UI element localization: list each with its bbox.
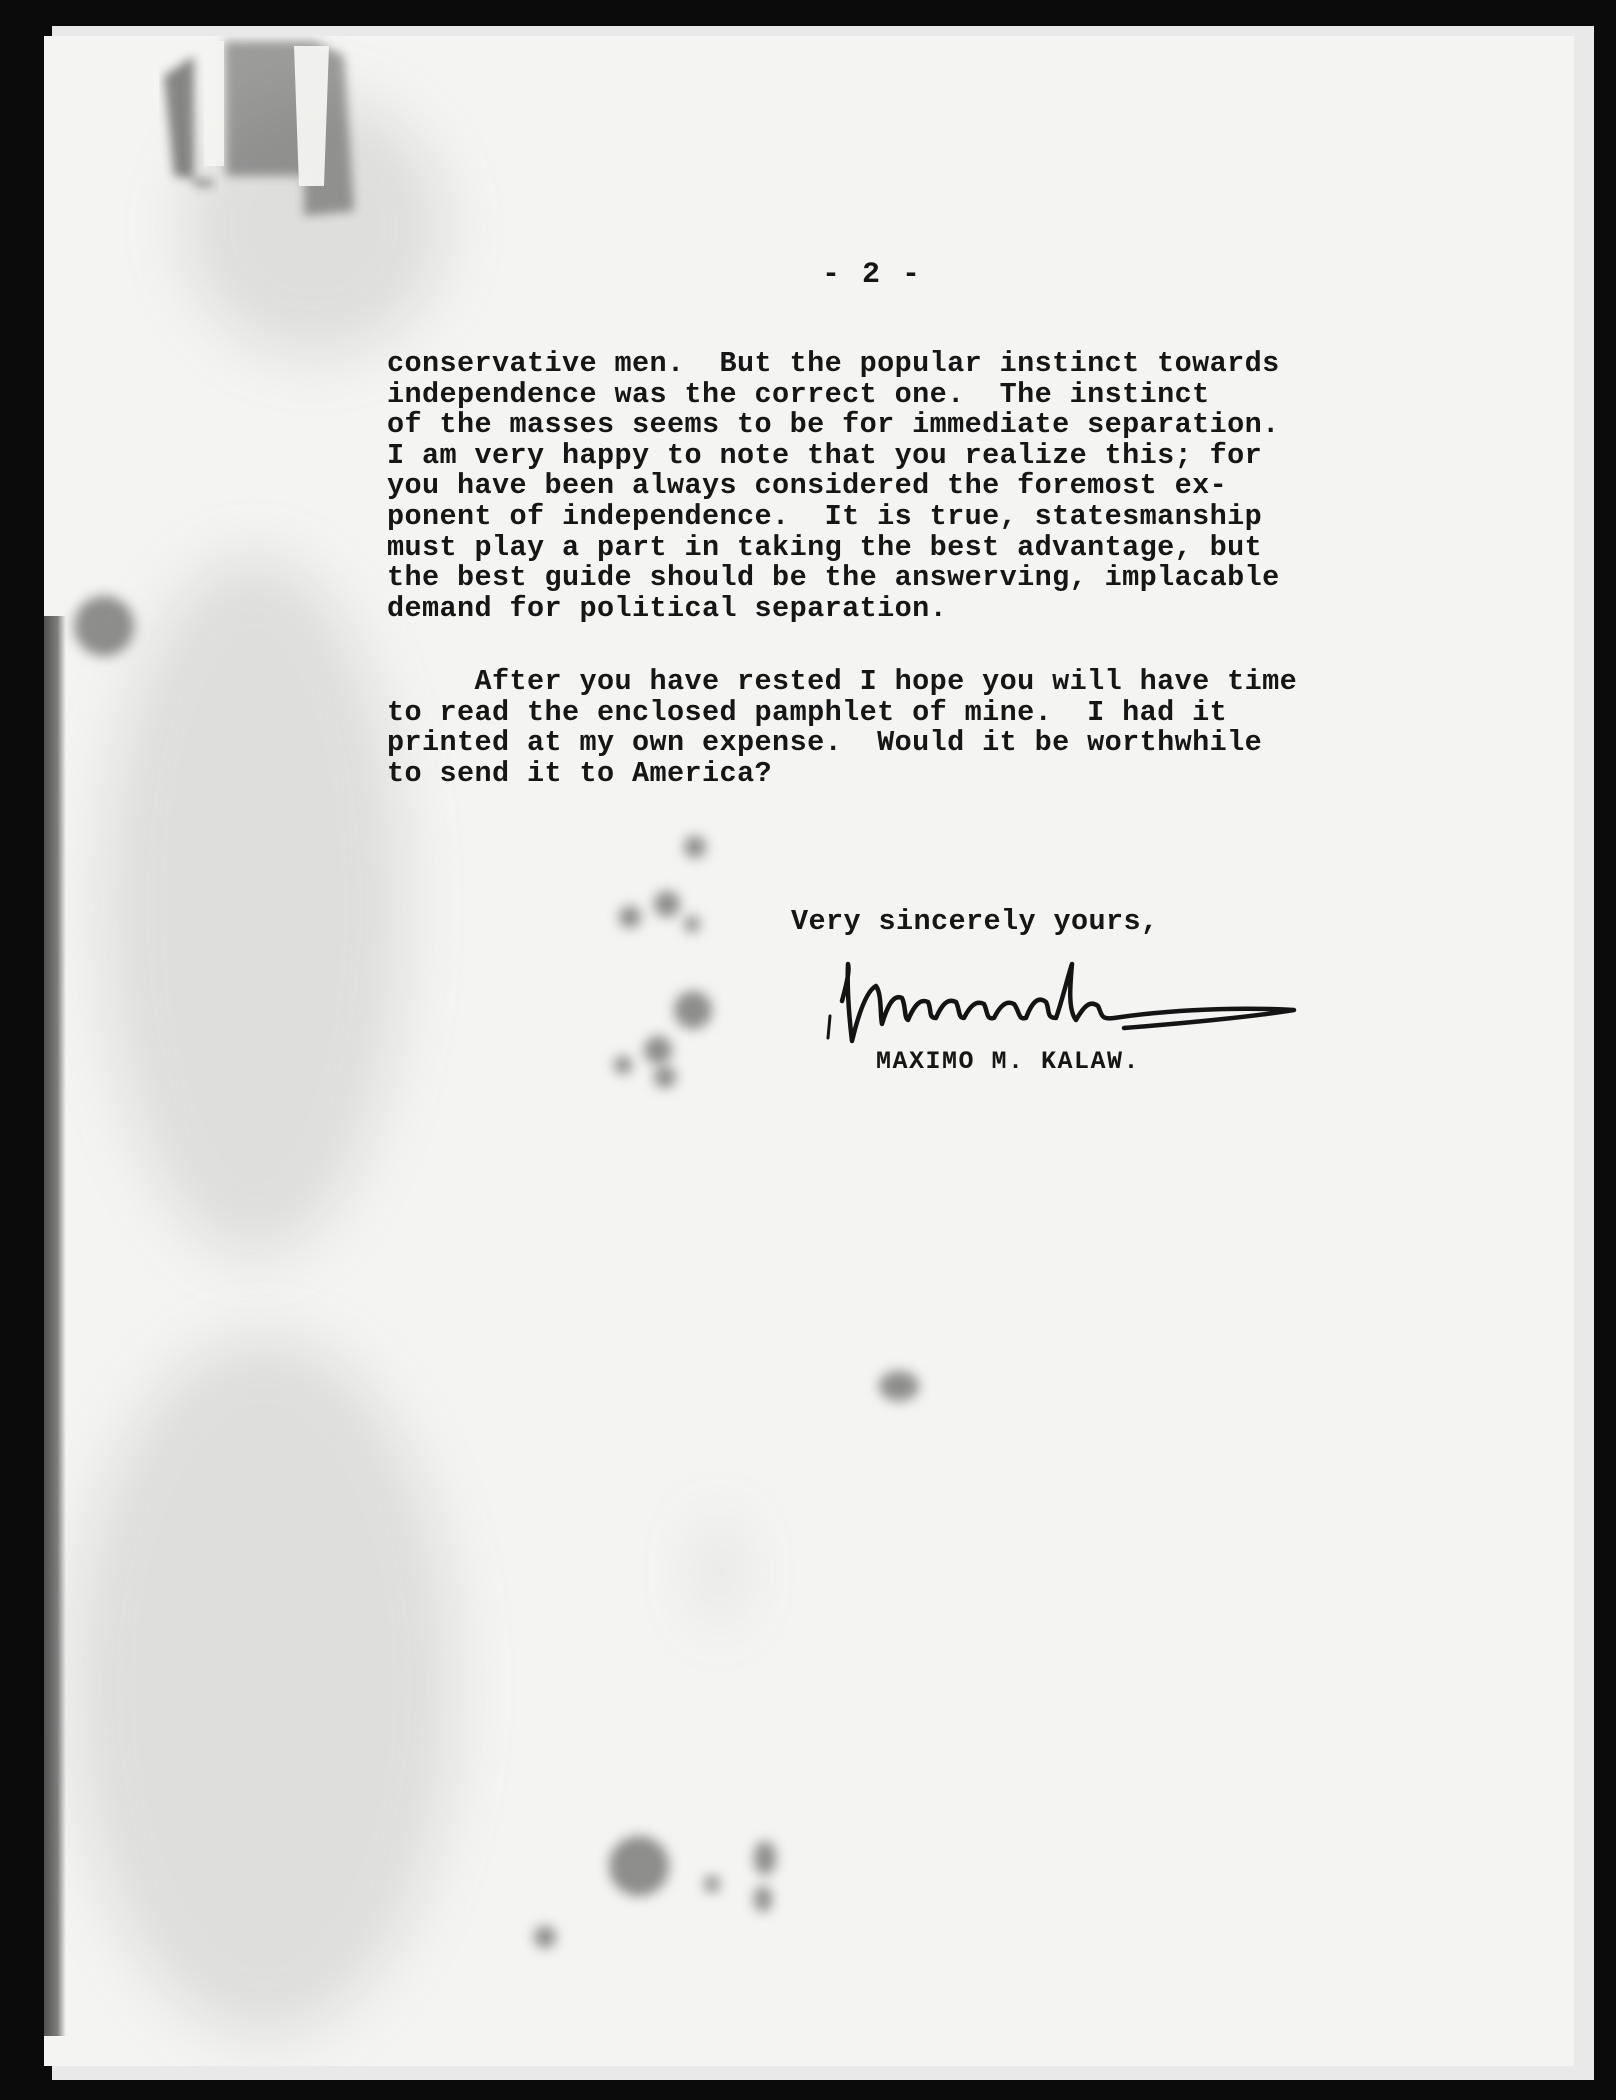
- text-line: After you have rested I hope you will have time: [387, 665, 1298, 698]
- text-line: of the masses seems to be for immediate separation.: [387, 408, 1280, 442]
- letter-page: [44, 36, 1574, 2066]
- signer-name: MAXIMO M. KALAW.: [876, 1047, 1141, 1076]
- page-number: - 2 -: [822, 258, 923, 292]
- text-line: the best guide should be the answerving, implacable: [387, 561, 1280, 595]
- text-line: I am very happy to note that you realize this; for: [387, 438, 1263, 472]
- closing-line: Very sincerely yours,: [791, 905, 1159, 938]
- paragraph-2: [387, 667, 1427, 789]
- handwritten-signature: [824, 946, 1314, 1056]
- text-line: must play a part in taking the best advantage, but: [387, 530, 1263, 564]
- text-line: conservative men. But the popular instinct towards: [387, 347, 1280, 380]
- text-line: printed at my own expense. Would it be worthwhile: [387, 726, 1263, 760]
- letter-body: [44, 36, 1574, 2066]
- text-line: demand for political separation.: [387, 591, 948, 625]
- text-line: to read the enclosed pamphlet of mine. I had it: [387, 695, 1228, 729]
- text-line: you have been always considered the foremost ex-: [387, 469, 1228, 503]
- text-line: independence was the correct one. The instinct: [387, 377, 1210, 411]
- paragraph-1: [387, 349, 1427, 624]
- text-line: ponent of independence. It is true, statesmanship: [387, 499, 1263, 533]
- text-line: to send it to America?: [387, 756, 773, 790]
